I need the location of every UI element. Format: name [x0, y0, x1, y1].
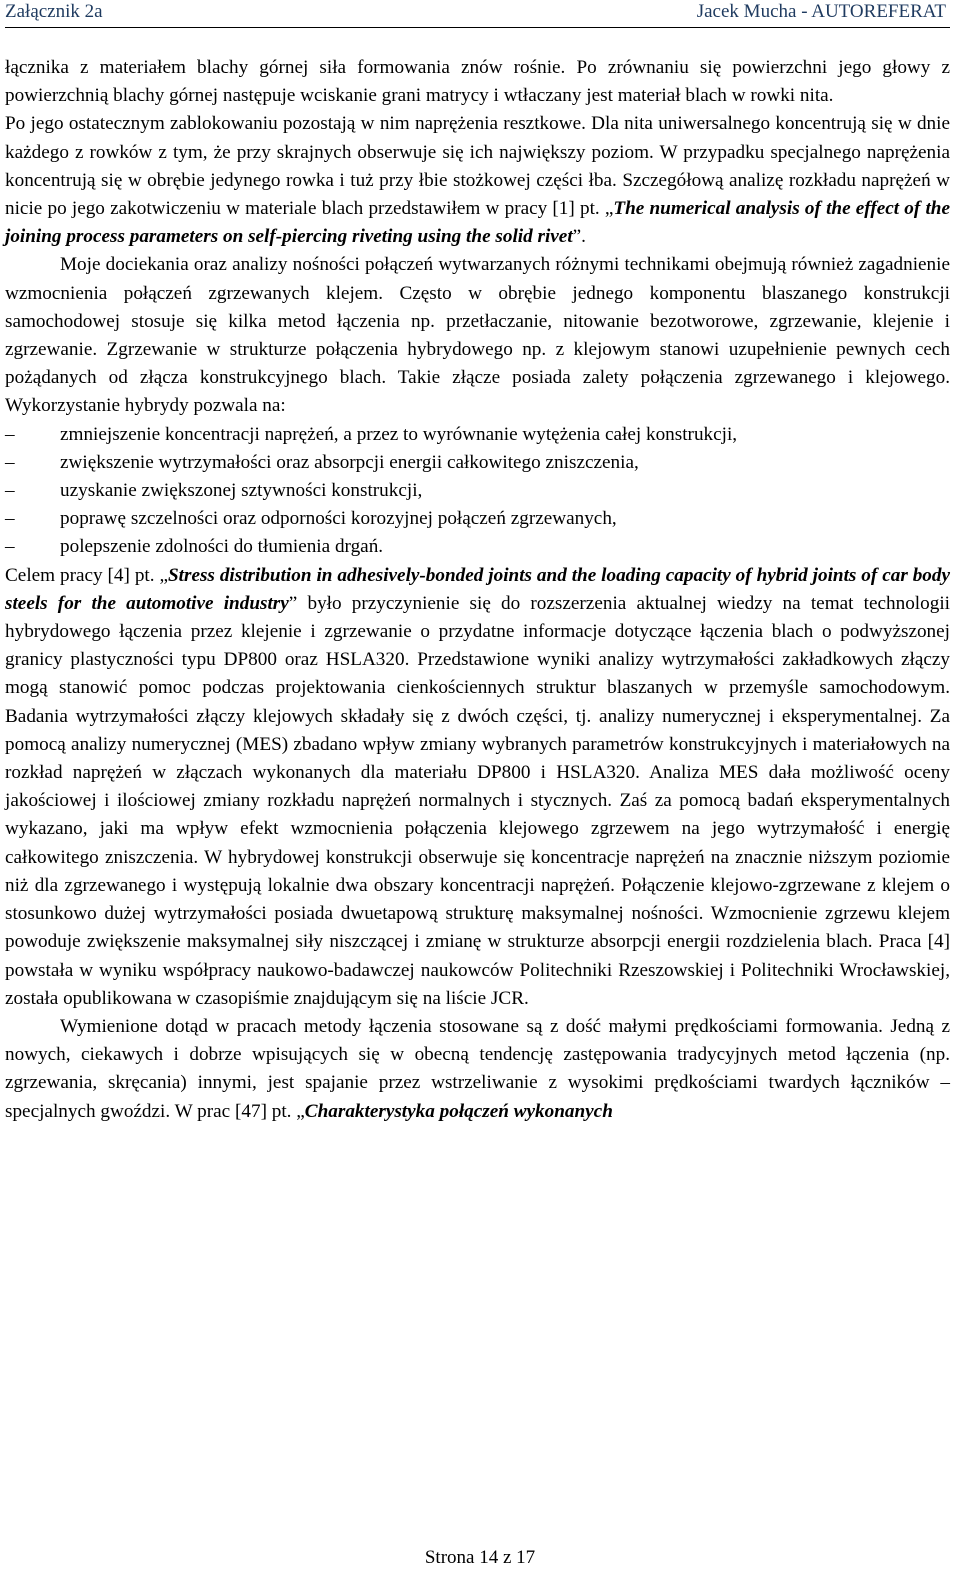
paragraph-text: Wymienione dotąd w pracach metody łączenia stosowane są z dość małymi prędkościami formowania. Jedną z nowych, ciekawych i dobrze wpisujących się w obecną tendencję zastępowania tradycyjnych metod łączenia (np. zgrzewania, skręcania) innymi, jest spajanie przez wstrzeliwanie z wysokimi prędkościami twardych łączników – specjalnych gwoździ. W prac [47] pt. „	[5, 1015, 950, 1122]
list-item-text: zmniejszenie koncentracji naprężeń, a przez to wyrównanie wytężenia całej konstrukcji,	[60, 423, 738, 445]
page-number: Strona 14 z 17	[424, 1547, 536, 1568]
list-item	[5, 533, 950, 561]
dash-bullet: –	[5, 508, 15, 530]
cited-paper-title: Stress distribution in adhesively-bonded joints and the loading capacity of hybrid joints of car body steels for the automotive industry	[5, 564, 950, 614]
paragraph-continuation	[5, 54, 950, 110]
list-item-text: zwiększenie wytrzymałości oraz absorpcji energii całkowitego zniszczenia,	[60, 451, 639, 473]
paragraph-text: łącznika z materiałem blachy górnej siła formowania znów rośnie. Po zrównaniu się powierzchni jego głowy z powierzchnią blachy górnej następuje wciskanie grani matrycy i wtłaczany jest materiał blach w rowki nita.	[5, 57, 950, 107]
list-item-text: polepszenie zdolności do tłumienia drgań.	[60, 536, 384, 558]
paragraph-residual-stress	[5, 110, 950, 251]
benefits-list	[5, 421, 950, 562]
header-attachment-label: Załącznik 2a	[5, 1, 103, 22]
header-divider	[5, 27, 950, 28]
document-body	[5, 54, 950, 1126]
page-header	[0, 0, 960, 28]
cited-paper-title: Charakterystyka połączeń wykonanych	[304, 1100, 613, 1122]
dash-bullet: –	[5, 480, 15, 502]
dash-bullet: –	[5, 536, 15, 558]
paragraph-text: ”.	[572, 226, 586, 248]
list-item	[5, 505, 950, 533]
list-item	[5, 477, 950, 505]
paragraph-text: Po jego ostatecznym zablokowaniu pozostają w nim naprężenia resztkowe. Dla nita uniwersalnego koncentrują się w dnie każdego z rowków z tym, że przy skrajnych obserwuje się ich największy poziom. W przypadku specjalnego naprężenia koncentrują się w obrębie jedynego rowka i tuż przy łbie stożkowej części łba. Szczegółową analizę rozkładu naprężeń w nicie po jego zakotwiczeniu w materiale blach przedstawiłem w pracy [1] pt. „	[5, 113, 950, 220]
paragraph-text: Celem pracy [4] pt. „	[5, 564, 168, 586]
cited-paper-title: The numerical analysis of the effect of the joining process parameters on self-piercing riveting using the solid rivet	[5, 198, 950, 248]
list-item	[5, 421, 950, 449]
paragraph-hybrid-joints	[5, 251, 950, 420]
list-item-text: poprawę szczelności oraz odporności korozyjnej połączeń zgrzewanych,	[60, 508, 617, 530]
paragraph-text: ” było przyczynienie się do rozszerzenia aktualnej wiedzy na temat technologii hybrydowego łączenia przez klejenie i zgrzewanie o przydatne informacje dotyczące łączenia blach o podwyższonej granicy plastyczności typu DP800 oraz HSLA320. Przedstawione wyniki analizy wytrzymałości zakładkowych złączy mogą stanowić pomoc podczas projektowania cienkościennych struktur blaszanych w przemyśle samochodowym. Badania wytrzymałości złączy klejowych składały się z dwóch części, tj. analizy numerycznej i eksperymentalnej. Za pomocą analizy numerycznej (MES) zbadano wpływ zmiany wybranych parametrów konstrukcyjnych i materiałowych na rozkład naprężeń w złączach wykonanych dla materiału DP800 i HSLA320. Analiza MES dała możliwość oceny jakościowej i ilościowej zmiany rozkładu naprężeń normalnych i stycznych. Zaś za pomocą badań eksperymentalnych wykazano, jaki ma wpływ efekt wzmocnienia połączenia klejowego zgrzewem na jego wytrzymałość i energię całkowitego zniszczenia. W hybrydowej konstrukcji obserwuje się koncentracje naprężeń na znacznie niższym poziomie niż dla zgrzewanego i występują lokalnie dwa obszary koncentracji naprężeń. Połączenie klejowo-zgrzewane z klejem o stosunkowo dużej wytrzymałości posiada dwuetapową strukturę maksymalnej nośności. Wzmocnienie zgrzewu klejem powoduje zwiększenie maksymalnej siły niszczącej i zmianę w strukturze absorpcji energii rozdzielenia blach. Praca [4] powstała w wyniku współpracy naukowo-badawczej naukowców Politechniki Rzeszowskiej i Politechniki Wrocławskiej, została opublikowana w czasopiśmie znajdującym się na liście JCR.	[5, 592, 950, 1009]
paragraph-text: Moje dociekania oraz analizy nośności połączeń wytwarzanych różnymi technikami obejmują również zagadnienie wzmocnienia połączeń zgrzewanych klejem. Często w obrębie jednego komponentu blaszanego konstrukcji samochodowej stosuje się kilka metod łączenia np. przetłaczanie, nitowanie bezotworowe, zgrzewanie, klejenie i zgrzewanie. Zgrzewanie w strukturze połączenia hybrydowego np. z klejowym stanowi uzupełnienie pewnych cech pożądanych od złącza konstrukcyjnego blach. Takie złącze posiada zalety połączenia zgrzewanego i klejowego. Wykorzystanie hybrydy pozwala na:	[5, 254, 950, 417]
list-item-text: uzyskanie zwiększonej sztywności konstrukcji,	[60, 480, 423, 502]
dash-bullet: –	[5, 423, 15, 445]
paragraph-high-speed-joining	[5, 1013, 950, 1126]
dash-bullet: –	[5, 451, 15, 473]
list-item	[5, 449, 950, 477]
header-author-title: Jacek Mucha - AUTOREFERAT	[696, 1, 946, 22]
paragraph-paper-4	[5, 562, 950, 1013]
